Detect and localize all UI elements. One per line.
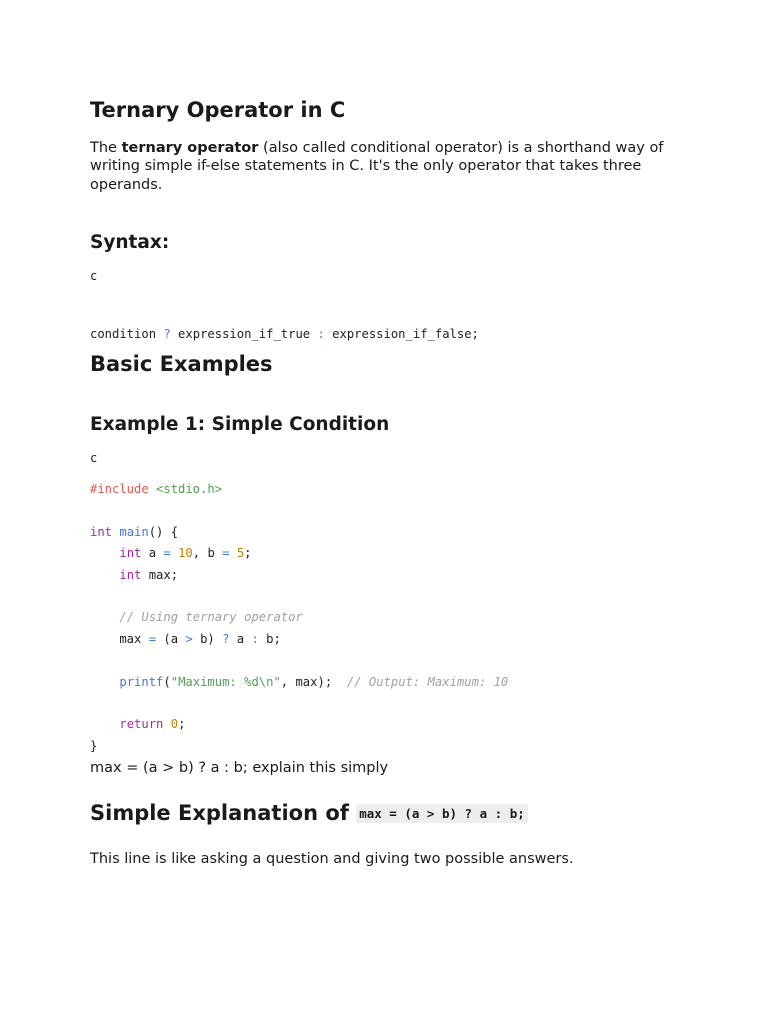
code-token: = [163,546,171,561]
code-token: > [185,631,193,646]
code-token: , max); [280,674,347,689]
code-token: a [141,546,164,561]
code-token: , b [192,546,223,561]
code-line [90,629,508,650]
explanation-text: This line is like asking a question and giving two possible answers. [90,851,574,867]
code-token: a [229,631,252,646]
code-line [90,565,508,586]
code-token [90,717,119,731]
intro-prefix: The [90,140,122,156]
intro-rest: (also called conditional operator) is a shorthand way of writing simple if-else statements in C. It's the only operator that takes three operands. [90,140,664,193]
syntax-code-language: c [90,269,98,283]
code-token [90,675,119,689]
code-token: int [119,546,142,561]
code-token: condition [90,327,164,341]
code-line [90,607,508,628]
code-token: "Maximum: %d\n" [170,674,281,689]
code-token: int [90,524,113,539]
code-token [229,546,236,560]
code-token: ( [163,674,171,689]
code-line [90,324,479,345]
syntax-heading: Syntax: [90,232,170,253]
code-token: ; [178,717,186,732]
code-token: 0 [170,717,179,732]
code-token: b; [258,631,281,646]
code-token: ? [163,327,171,341]
user-message: max = (a > b) ? a : b; explain this simply [90,760,389,776]
code-token: = [148,631,157,646]
page-title: Ternary Operator in C [90,98,346,122]
code-line [90,543,508,564]
code-token [171,546,178,560]
code-token: : [251,631,259,646]
code-token: () { [148,524,179,539]
code-token [149,482,156,496]
code-token: return [119,717,164,732]
code-token: <stdio.h> [156,482,223,496]
code-token: = [222,546,230,561]
code-token [90,546,119,560]
code-token: int [119,567,142,582]
code-token: ; [244,546,252,561]
code-token: // Output: Maximum: 10 [346,674,509,689]
code-line [90,650,508,671]
code-token [90,610,119,624]
explanation-heading-text: Simple Explanation of [90,801,357,825]
intro-bold-term: ternary operator [121,140,259,156]
example1-code-block [90,479,508,757]
code-token: #include [90,482,149,496]
code-token: max [90,631,149,646]
code-token: printf [119,674,164,689]
code-line [90,714,508,735]
intro-paragraph [90,139,680,194]
example1-heading: Example 1: Simple Condition [90,414,390,435]
code-token: ? [222,631,230,646]
code-token: max; [141,567,179,582]
code-token: 10 [178,546,193,561]
code-token: b) [192,631,223,646]
code-line [90,586,508,607]
code-token: 5 [236,546,245,561]
code-line [90,500,508,521]
code-token: expression_if_false; [324,327,479,341]
code-token: // Using ternary operator [119,610,303,625]
code-line [90,736,508,757]
code-token [90,568,119,582]
code-token: (a [156,631,186,646]
code-line [90,479,508,500]
code-token: main [119,524,149,539]
code-line [90,693,508,714]
explanation-inline-code: max = (a > b) ? a : b; [356,804,528,823]
example1-code-language: c [90,451,98,465]
explanation-heading [90,801,528,825]
code-token: expression_if_true [170,327,318,341]
code-line [90,522,508,543]
code-token: : [317,327,325,341]
code-token: } [90,738,98,753]
code-token [163,717,170,731]
basic-examples-heading: Basic Examples [90,352,273,376]
code-line [90,672,508,693]
